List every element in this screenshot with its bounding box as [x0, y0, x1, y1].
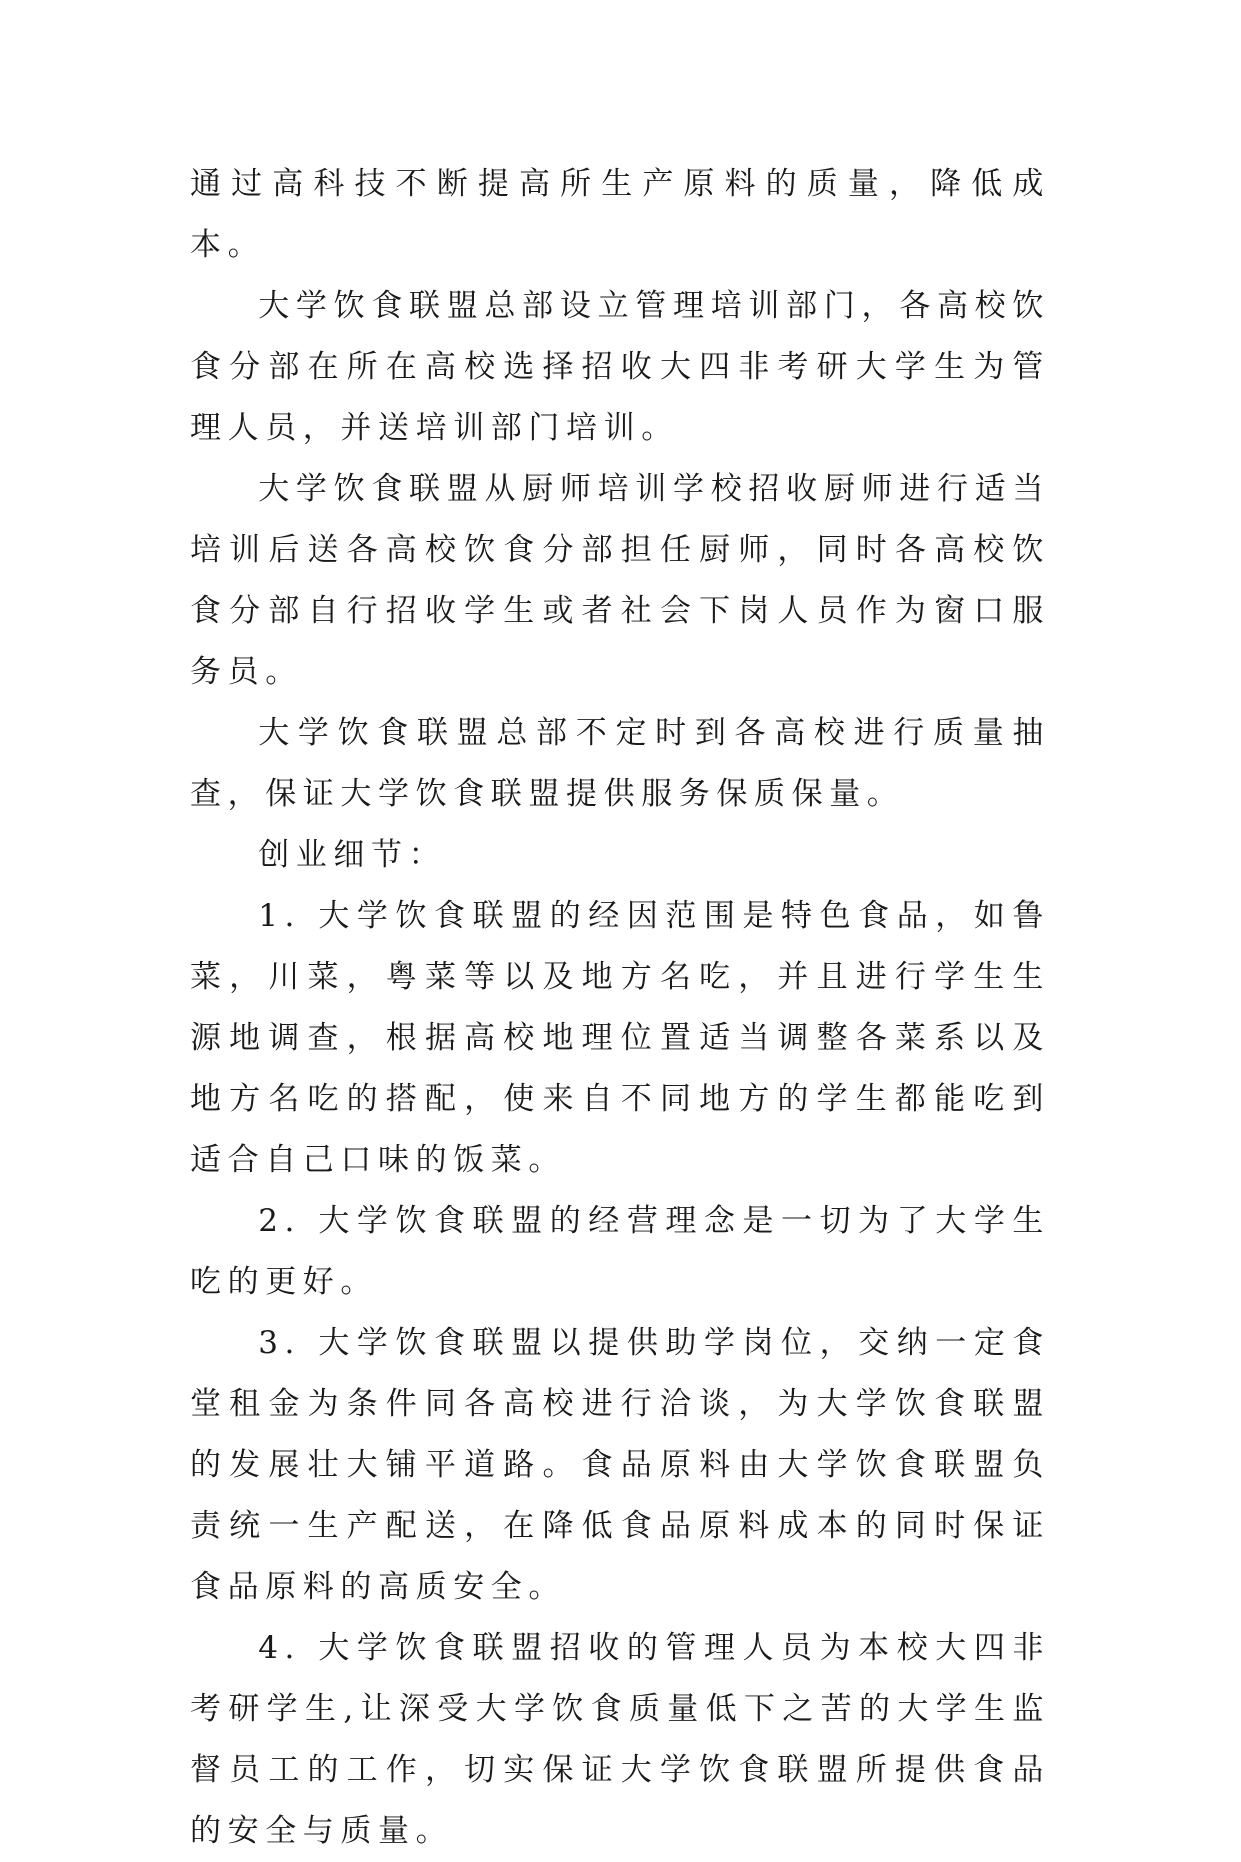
paragraph-4: 大学饮食联盟总部不定时到各高校进行质量抽查，保证大学饮食联盟提供服务保质保量。: [190, 715, 1050, 812]
list-item-4: 4. 大学饮食联盟招收的管理人员为本校大四非考研学生,让深受大学饮食质量低下之苦的大学生监督员工的工作，切实保证大学饮食联盟所提供食品的安全与质量。: [190, 1630, 1050, 1849]
list-item-3: 3. 大学饮食联盟以提供助学岗位，交纳一定食堂租金为条件同各高校进行洽谈，为大学饮食联盟的发展壮大铺平道路。食品原料由大学饮食联盟负责统一生产配送，在降低食品原料成本的同时保证食品原料的高质安全。: [190, 1325, 1050, 1605]
document-body: [190, 154, 1050, 1862]
paragraph-3: 大学饮食联盟从厨师培训学校招收厨师进行适当培训后送各高校饮食分部担任厨师，同时各高校饮食分部自行招收学生或者社会下岗人员作为窗口服务员。: [190, 471, 1050, 690]
list-item-1: 1. 大学饮食联盟的经因范围是特色食品，如鲁菜，川菜，粤菜等以及地方名吃，并且进行学生生源地调查，根据高校地理位置适当调整各菜系以及地方名吃的搭配，使来自不同地方的学生都能吃到适合自己口味的饭菜。: [190, 898, 1050, 1178]
paragraph-1: 通过高科技不断提高所生产原料的质量，降低成本。: [190, 166, 1050, 263]
section-heading-startup-details: 创业细节：: [258, 837, 447, 873]
paragraph-2: 大学饮食联盟总部设立管理培训部门，各高校饮食分部在所在高校选择招收大四非考研大学生为管理人员，并送培训部门培训。: [190, 288, 1050, 446]
list-item-2: 2. 大学饮食联盟的经营理念是一切为了大学生吃的更好。: [190, 1203, 1050, 1300]
